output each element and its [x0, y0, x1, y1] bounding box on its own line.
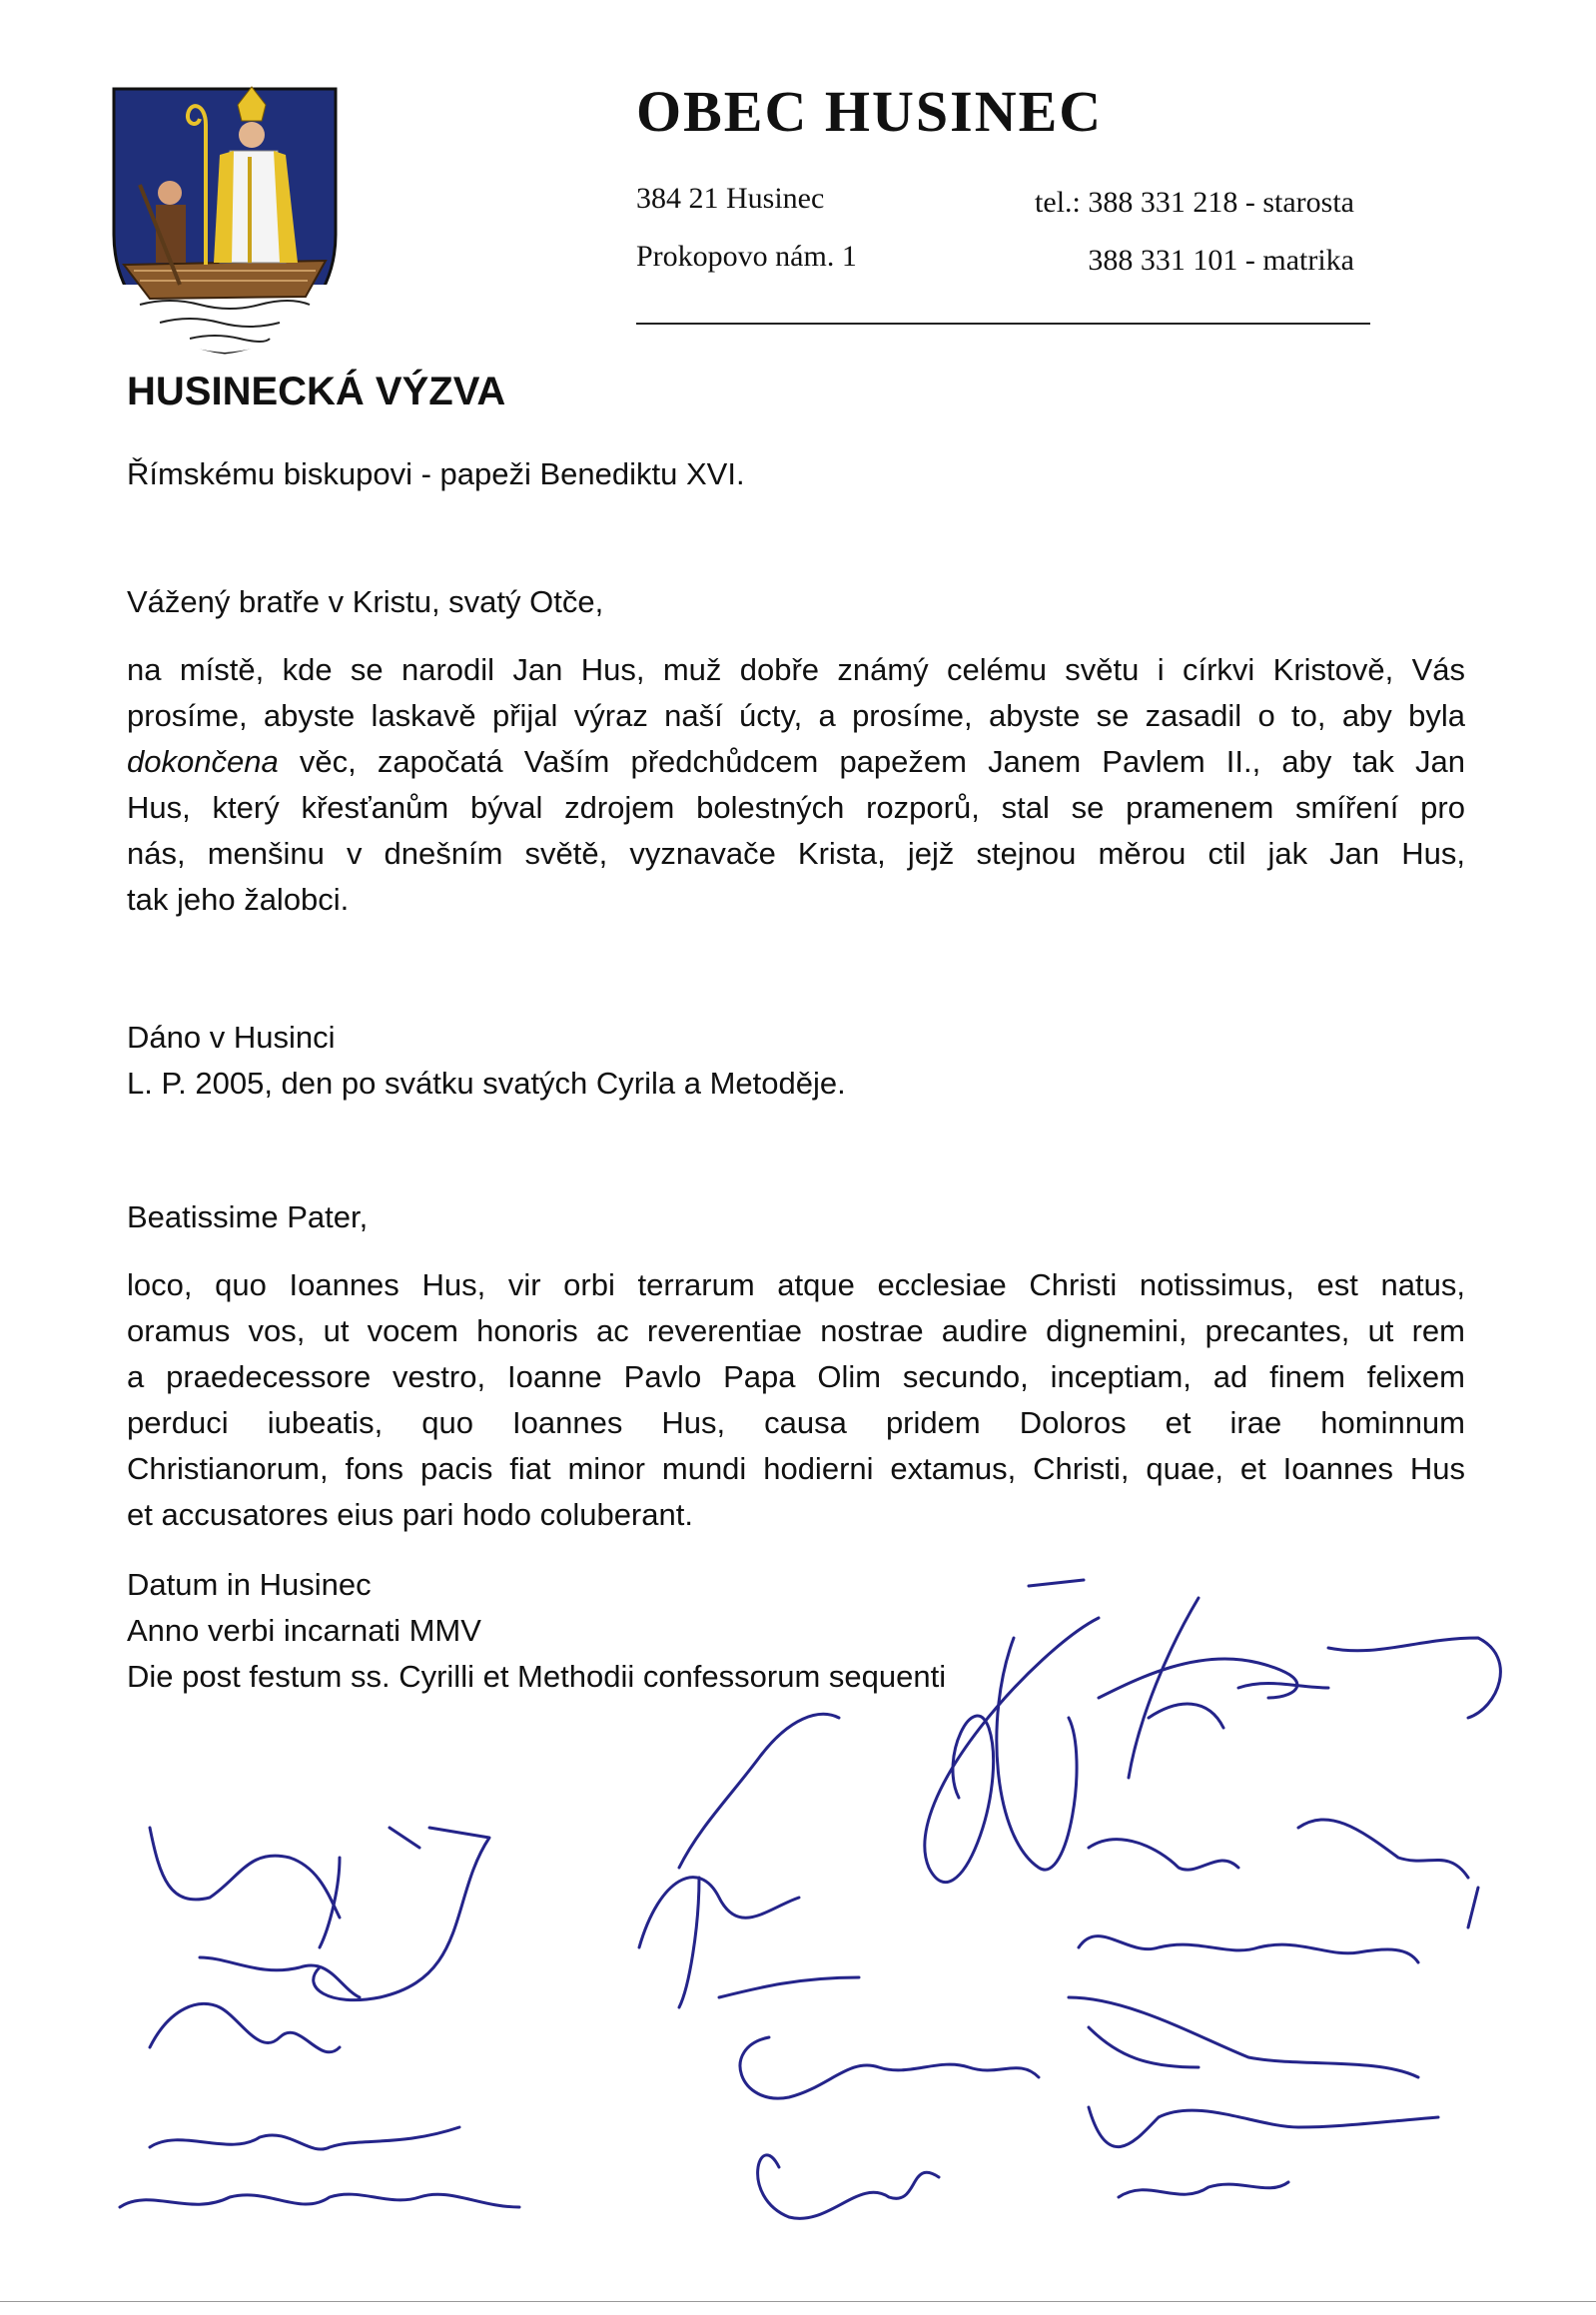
czech-body-line-text: věc, započatá Vaším předchůdcem papežem Janem Pavlem II., aby tak Jan	[299, 744, 1465, 779]
address-line-1: 384 21 Husinec	[636, 182, 825, 215]
czech-body-line: na místě, kde se narodil Jan Hus, muž dobře známý celému světu i církvi Kristově, Vás	[127, 652, 1465, 687]
czech-body-line: tak jeho žalobci.	[127, 882, 350, 917]
czech-body-line: nás, menšinu v dnešním světě, vyznavače Krista, jejž stejnou měrou ctil jak Jan Hus,	[127, 836, 1465, 871]
latin-feast-line: Die post festum ss. Cyrilli et Methodii confessorum sequenti	[127, 1659, 947, 1694]
addressee-line: Římskému biskupovi - papeži Benediktu XVI.	[127, 456, 745, 491]
latin-body-line: a praedecessore vestro, Ioanne Pavlo Papa Olim secundo, inceptiam, ad finem felixem	[127, 1359, 1465, 1394]
municipality-name: OBEC HUSINEC	[636, 79, 1104, 144]
latin-body-line: Christianorum, fons pacis fiat minor mundi hodierni extamus, Christi, quae, et Ioannes Hus	[127, 1451, 1465, 1486]
phone-line-2: 388 331 101 - matrika	[1088, 244, 1354, 277]
address-line-2: Prokopovo nám. 1	[636, 240, 857, 273]
latin-body	[127, 1262, 1465, 1538]
latin-year: Anno verbi incarnati MMV	[127, 1613, 481, 1648]
latin-place: Datum in Husinec	[127, 1567, 372, 1602]
czech-body-line	[127, 739, 1465, 785]
latin-salutation: Beatissime Pater,	[127, 1199, 369, 1234]
husinec-coat-of-arms	[110, 85, 340, 355]
latin-body-line: oramus vos, ut vocem honoris ac reverentiae nostrae audire dignemini, precantes, ut rem	[127, 1313, 1465, 1348]
czech-salutation: Vážený bratře v Kristu, svatý Otče,	[127, 584, 604, 619]
czech-body-line: prosíme, abyste laskavě přijal výraz naší úcty, a prosíme, abyste se zasadil o to, aby byla	[127, 698, 1465, 733]
phone-line-1: tel.: 388 331 218 - starosta	[1035, 186, 1354, 219]
latin-body-line: et accusatores eius pari hodo coluberant.	[127, 1497, 693, 1532]
czech-date: L. P. 2005, den po svátku svatých Cyrila a Metoděje.	[127, 1066, 846, 1101]
italic-word: dokončena	[127, 744, 279, 779]
czech-body-line: Hus, který křesťanům býval zdrojem bolestných rozporů, stal se pramenem smíření pro	[127, 790, 1465, 825]
latin-body-line: loco, quo Ioannes Hus, vir orbi terrarum atque ecclesiae Christi notissimus, est natus,	[127, 1267, 1465, 1302]
header-divider	[636, 323, 1370, 325]
document-title: HUSINECKÁ VÝZVA	[127, 370, 506, 413]
czech-body	[127, 647, 1465, 923]
latin-body-line: perduci iubeatis, quo Ioannes Hus, causa pridem Doloros et irae hominnum	[127, 1405, 1465, 1440]
page-bottom-edge	[0, 2301, 1596, 2302]
czech-place: Dáno v Husinci	[127, 1020, 336, 1055]
